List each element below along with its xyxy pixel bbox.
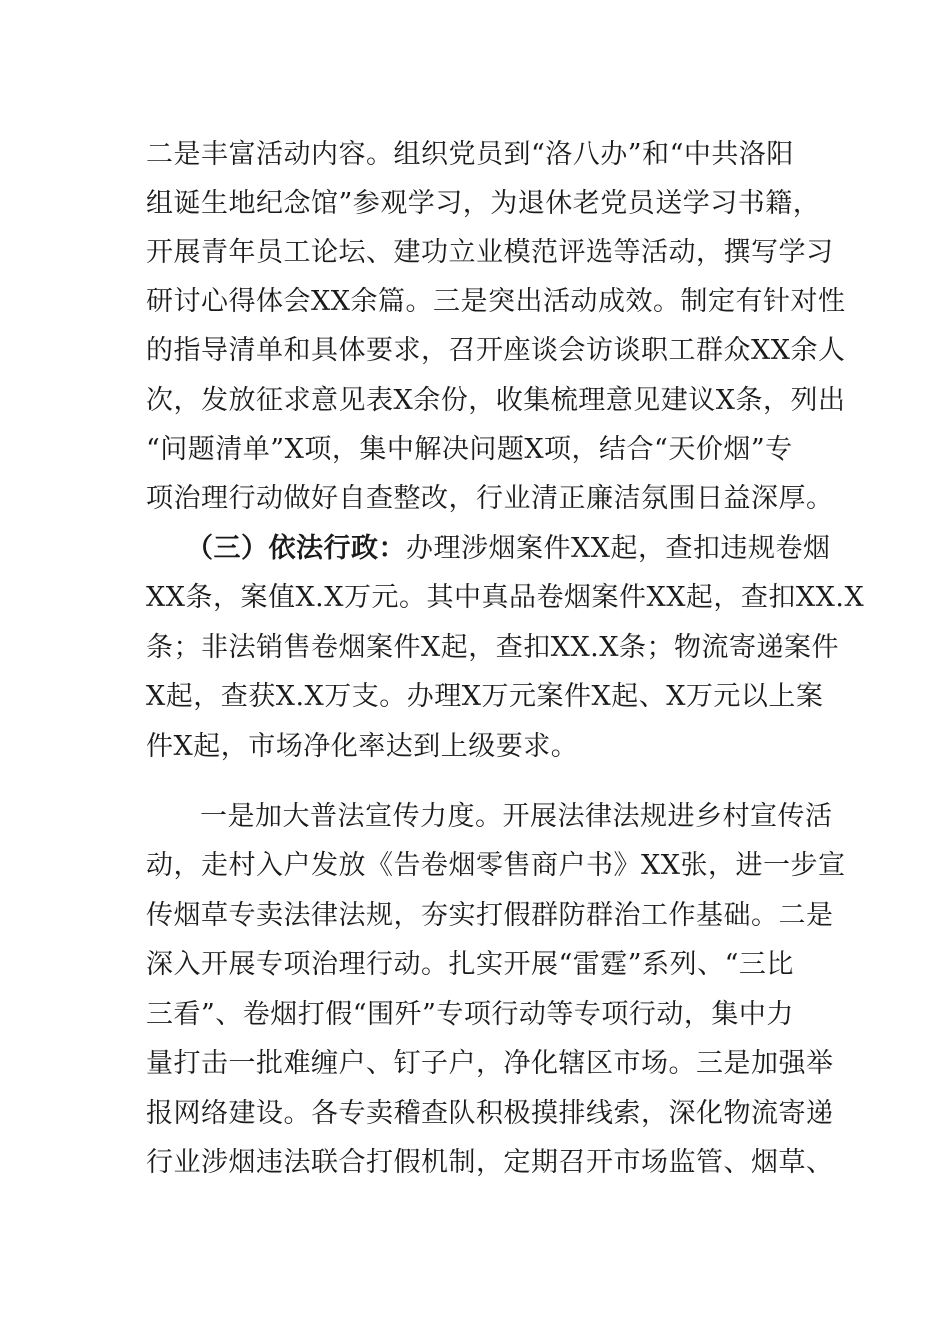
text-line: 开展青年员工论坛、建功立业模范评选等活动，撰写学习 (146, 237, 834, 268)
text-line: XX条，案值X.X万元。其中真品卷烟案件XX起，查扣XX.X (146, 582, 865, 613)
text-line: 的指导清单和具体要求，召开座谈会访谈职工群众XX余人 (146, 335, 846, 366)
text-line: 量打击一批难缠户、钉子户，净化辖区市场。三是加强举 (146, 1048, 834, 1079)
text-line: 项治理行动做好自查整改，行业清正廉洁氛围日益深厚。 (146, 483, 834, 514)
text-line: 条；非法销售卷烟案件X起，查扣XX.X条；物流寄递案件 (146, 632, 839, 663)
text-line: 报网络建设。各专卖稽查队积极摸排线索，深化物流寄递 (146, 1098, 834, 1129)
text-line: 行业涉烟违法联合打假机制，定期召开市场监管、烟草、 (146, 1147, 834, 1178)
text-line: 件X起，市场净化率达到上级要求。 (146, 731, 579, 762)
text-line: 动，走村入户发放《告卷烟零售商户书》XX张，进一步宣 (146, 850, 846, 881)
text-line: 一是加大普法宣传力度。开展法律法规进乡村宣传活 (200, 801, 833, 832)
text-line: 三看”、卷烟打假“围歼”专项行动等专项行动，集中力 (146, 999, 794, 1030)
text-line: 二是丰富活动内容。组织党员到“洛八办”和“中共洛阳 (146, 139, 794, 170)
section-line (186, 532, 830, 566)
text-line: “问题清单”X项，集中解决问题X项，结合“天价烟”专 (146, 434, 793, 465)
text-line: X起，查获X.X万支。办理X万元案件X起、X万元以上案 (146, 681, 824, 712)
text-line: 次，发放征求意见表X余份，收集梳理意见建议X条，列出 (146, 385, 846, 416)
text-line: 研讨心得体会XX余篇。三是突出活动成效。制定有针对性 (146, 286, 846, 317)
text-span: 办理涉烟案件XX起，查扣违规卷烟 (406, 533, 831, 564)
text-line: 传烟草专卖法律法规，夯实打假群防群治工作基础。二是 (146, 900, 834, 931)
text-line: 深入开展专项治理行动。扎实开展“雷霆”系列、“三比 (146, 949, 794, 980)
text-line: 组诞生地纪念馆”参观学习，为退休老党员送学习书籍， (146, 188, 821, 219)
section-heading: （三）依法行政： (186, 533, 406, 564)
